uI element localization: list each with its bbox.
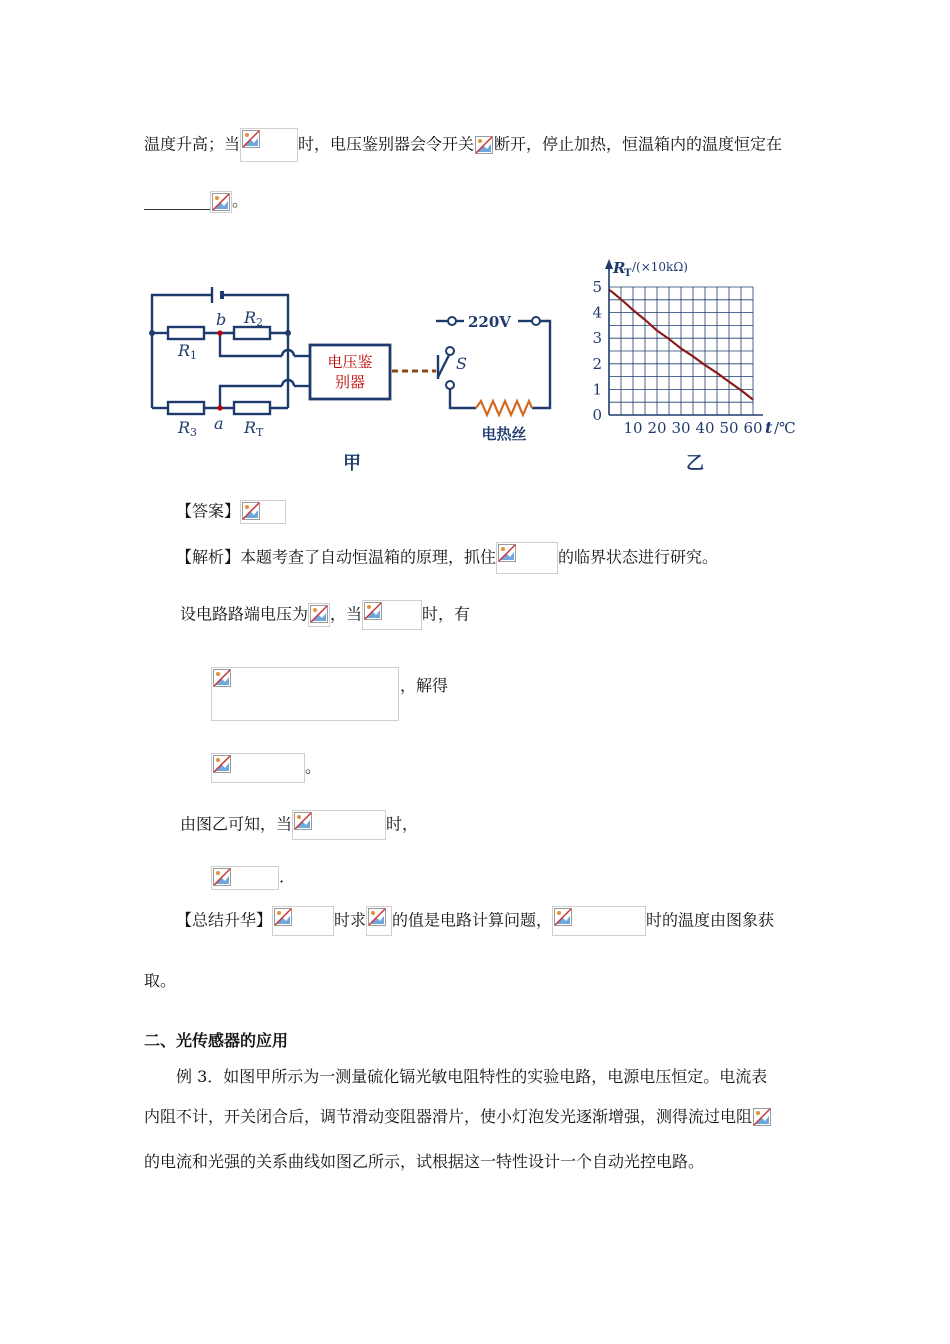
y-tick-label: 1 xyxy=(592,380,602,399)
broken-image-icon xyxy=(364,602,382,620)
graph-tick-labels xyxy=(592,278,762,437)
broken-image-icon xyxy=(498,544,516,562)
text-run: 设电路路端电压为 xyxy=(180,604,309,624)
y-tick-label: 0 xyxy=(592,406,602,424)
label-r3-sub: 3 xyxy=(190,426,197,439)
label-voltage: 220V xyxy=(468,313,511,331)
formula-image-placeholder xyxy=(211,667,399,721)
label-r1-sub: 1 xyxy=(190,349,197,362)
box-label-line-2: 别器 xyxy=(334,373,366,391)
broken-image-icon xyxy=(212,193,230,211)
broken-image-icon xyxy=(368,908,386,926)
y-tick-label: 4 xyxy=(592,303,602,322)
circuit-diagram xyxy=(140,255,580,480)
formula-image-placeholder xyxy=(308,603,330,627)
broken-image-icon xyxy=(475,136,493,154)
broken-image-icon xyxy=(213,868,231,886)
x-axis-label: t xyxy=(765,418,773,437)
x-tick-label: 30 xyxy=(671,419,691,437)
text-run: 【解析】本题考查了自动恒温箱的原理，抓住 xyxy=(176,547,497,567)
y-tick-label: 2 xyxy=(592,354,602,373)
box-label-line-1: 电压鉴 xyxy=(327,353,373,371)
formula-image-placeholder xyxy=(552,906,646,936)
text-run: 内阻不计，开关闭合后，调节滑动变阻器滑片，使小灯泡发光逐渐增强，测得流过电阻 xyxy=(144,1107,753,1126)
paragraph-line-1 xyxy=(144,128,782,162)
formula-image-placeholder xyxy=(211,866,279,890)
graph-axes xyxy=(605,259,763,415)
summary-line-2: 取。 xyxy=(144,971,177,990)
formula-image-placeholder xyxy=(211,753,305,783)
formula-image-placeholder xyxy=(240,128,298,162)
answer-line xyxy=(176,500,286,524)
analysis-line xyxy=(176,542,718,574)
y-axis-unit: /(×10kΩ) xyxy=(632,260,688,274)
broken-image-icon xyxy=(753,1108,771,1126)
y-axis-label: R xyxy=(613,259,626,277)
text-run: 的值是电路计算问题， xyxy=(392,910,553,930)
text-run: 。 xyxy=(305,757,322,777)
heater-label: 电热丝 xyxy=(481,425,527,443)
broken-image-icon xyxy=(294,812,312,830)
formula-image-placeholder xyxy=(362,600,422,630)
formula-image-placeholder xyxy=(210,191,232,213)
blank-underline xyxy=(144,193,210,210)
summary-label: 【总结升华】 xyxy=(176,910,273,930)
formula-image-placeholder xyxy=(496,542,558,574)
broken-image-icon xyxy=(213,755,231,773)
step-1-line xyxy=(180,600,470,630)
x-tick-label: 20 xyxy=(647,419,667,437)
formula-image-placeholder xyxy=(366,906,392,936)
label-b: b xyxy=(216,310,227,329)
figure-caption-jia: 甲 xyxy=(343,453,361,474)
text-run: 。 xyxy=(232,191,249,210)
broken-image-icon xyxy=(242,502,260,520)
formula-image-placeholder xyxy=(272,906,334,936)
rt-temperature-graph xyxy=(585,255,810,480)
graph-grid xyxy=(609,287,753,415)
x-axis-unit: /℃ xyxy=(774,419,796,437)
step-2-text: ，解得 xyxy=(400,676,449,695)
text-run: 时的温度由图象获 xyxy=(646,910,775,930)
text-run: ，当 xyxy=(330,604,363,624)
label-r2-sub: 2 xyxy=(256,316,263,329)
text-run: 的临界状态进行研究。 xyxy=(558,547,719,567)
label-a: a xyxy=(214,414,224,433)
summary-line xyxy=(176,906,774,936)
step-5-line xyxy=(211,866,284,890)
label-s: S xyxy=(456,354,467,373)
label-rt-sub: T xyxy=(256,426,264,439)
figure-caption-yi: 乙 xyxy=(686,453,704,474)
example-3-line-3: 的电流和光强的关系曲线如图乙所示，试根据这一特性设计一个自动光控电路。 xyxy=(144,1152,705,1171)
y-axis-label-sub: T xyxy=(624,268,632,279)
text-run: 时，有 xyxy=(422,604,471,624)
broken-image-icon xyxy=(213,669,231,687)
y-tick-label: 5 xyxy=(592,278,602,296)
broken-image-icon xyxy=(242,130,260,148)
step-3-line xyxy=(211,753,321,783)
text-run: 时， xyxy=(386,814,419,834)
x-tick-label: 60 xyxy=(743,419,763,437)
y-tick-label: 3 xyxy=(592,329,602,348)
text-run: 时，电压鉴别器会令开关 xyxy=(298,134,475,154)
x-tick-label: 40 xyxy=(695,419,715,437)
label-r1: R xyxy=(178,341,191,360)
text-run: 时求 xyxy=(334,910,367,930)
text-run: . xyxy=(279,867,285,887)
text-run: 由图乙可知，当 xyxy=(180,814,293,834)
paragraph-line-2 xyxy=(144,190,248,213)
label-r3: R xyxy=(178,418,191,437)
broken-image-icon xyxy=(310,605,328,623)
broken-image-icon xyxy=(274,908,292,926)
text-run: 断开，停止加热，恒温箱内的温度恒定在 xyxy=(494,134,783,154)
label-rt: R xyxy=(244,418,257,437)
example-3-line-1: 例 3．如图甲所示为一测量硫化镉光敏电阻特性的实验电路，电源电压恒定。电流表 xyxy=(176,1067,768,1086)
answer-label: 【答案】 xyxy=(176,501,241,521)
text-run: 温度升高；当 xyxy=(144,134,241,154)
section-title: 二、光传感器的应用 xyxy=(144,1031,289,1050)
x-tick-label: 50 xyxy=(719,419,739,437)
formula-image-placeholder xyxy=(752,1107,772,1129)
y-axis-arrow-icon xyxy=(605,259,613,269)
formula-image-placeholder xyxy=(292,810,386,840)
formula-image-placeholder xyxy=(240,500,286,524)
step-4-line xyxy=(180,810,418,840)
label-r2: R xyxy=(244,308,257,327)
x-tick-label: 10 xyxy=(623,419,643,437)
example-3-line-2 xyxy=(144,1106,772,1129)
formula-image-placeholder xyxy=(474,135,494,155)
broken-image-icon xyxy=(554,908,572,926)
